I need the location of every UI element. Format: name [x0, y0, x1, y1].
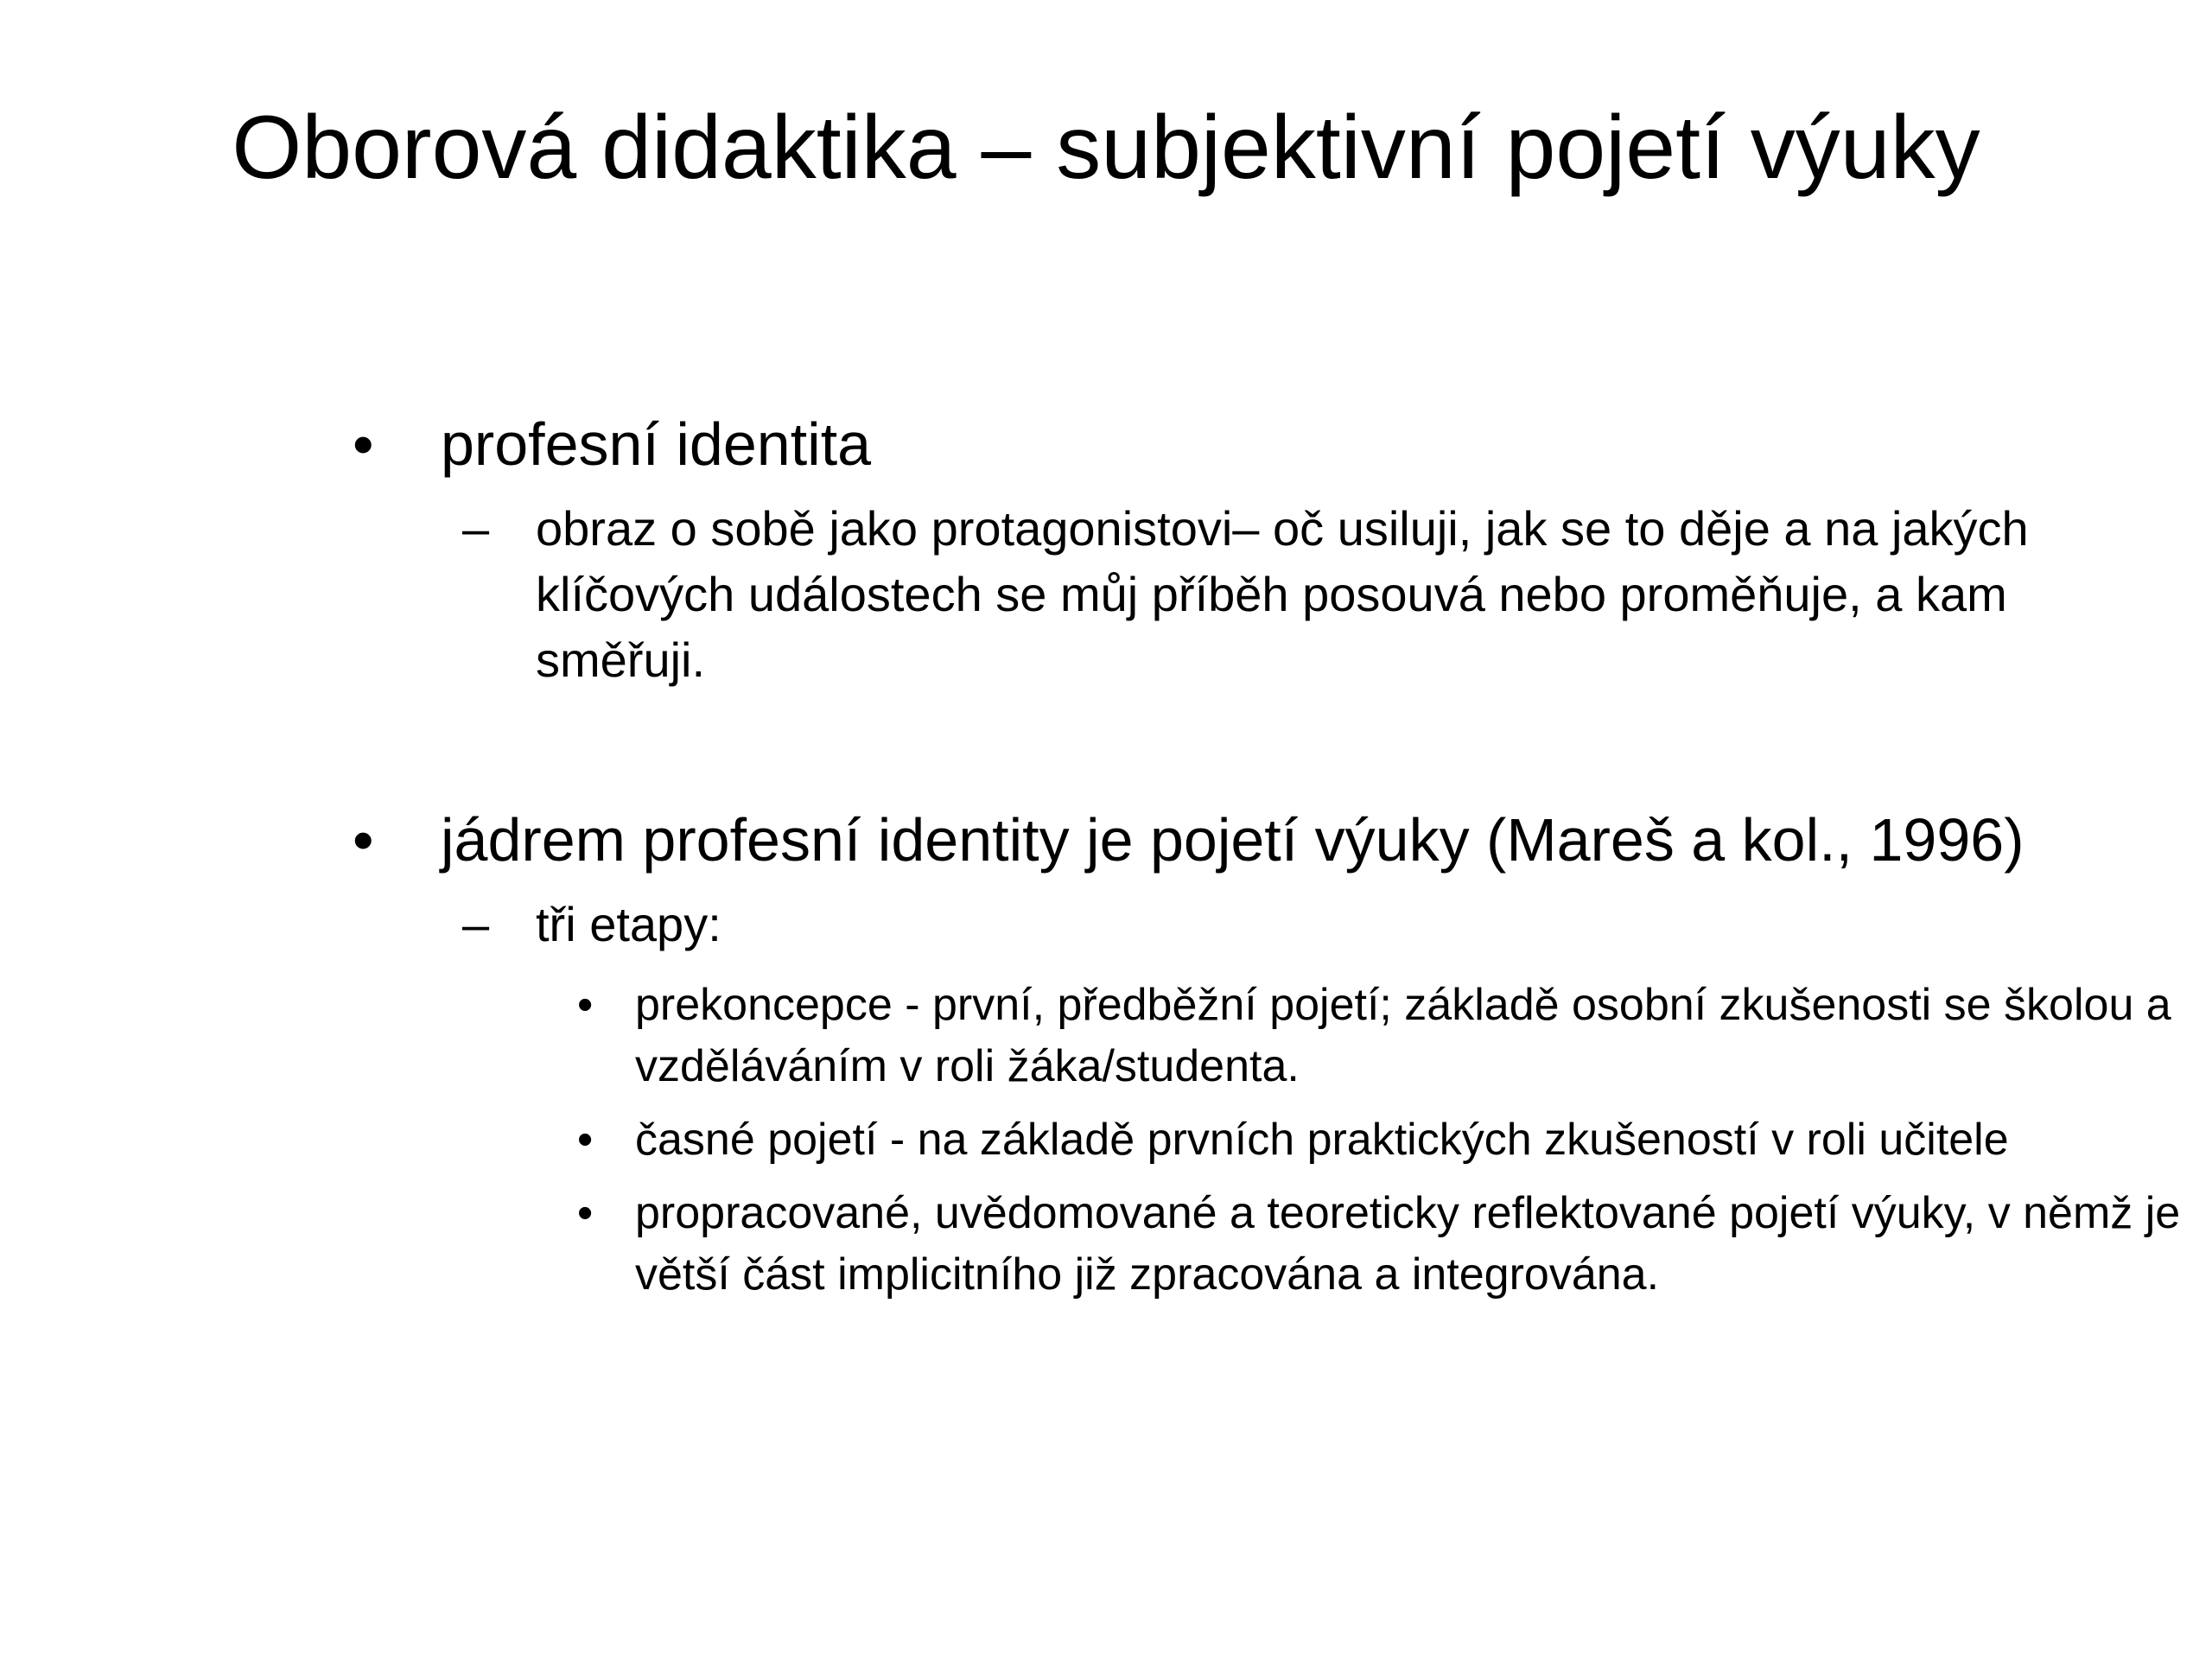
slide-content [346, 406, 2186, 1306]
bullet-item-professional-identity [346, 406, 2186, 482]
sub-bullet-text: tři etapy: [536, 897, 721, 951]
sub-bullet-three-stages [346, 892, 2186, 957]
bullet-icon: • [577, 980, 594, 1030]
stage-item-elaborated-conception [346, 1183, 2186, 1306]
bullet-icon: • [353, 410, 374, 478]
slide-title: Oborová didaktika – subjektivní pojetí výuky [232, 98, 1980, 198]
stage-item-early-conception [346, 1109, 2186, 1171]
stage-text: propracované, uvědomované a teoreticky reflektované pojetí výuky, v němž je větší část implicitního již zpracována a integrována. [635, 1188, 2181, 1300]
bullet-icon: • [353, 806, 374, 874]
dash-icon: – [462, 501, 490, 556]
bullet-item-core-identity [346, 802, 2186, 878]
stage-text: prekoncepce - první, předběžní pojetí; základě osobní zkušenosti se školou a vzděláváním v roli žáka/studenta. [635, 980, 2171, 1091]
bullet-text: profesní identita [441, 410, 872, 478]
dash-icon: – [462, 897, 490, 951]
sub-bullet-self-image [346, 496, 2186, 693]
stage-item-preconception [346, 975, 2186, 1097]
bullet-icon: • [577, 1115, 594, 1165]
bullet-icon: • [577, 1188, 594, 1238]
bullet-text: jádrem profesní identity je pojetí výuky (Mareš a kol., 1996) [441, 806, 2024, 874]
sub-bullet-text: obraz o sobě jako protagonistovi– oč usiluji, jak se to děje a na jakých klíčových událostech se můj příběh posouvá nebo proměňuje, a kam směřuji. [536, 501, 2029, 687]
stage-text: časné pojetí - na základě prvních praktických zkušeností v roli učitele [635, 1115, 2009, 1165]
